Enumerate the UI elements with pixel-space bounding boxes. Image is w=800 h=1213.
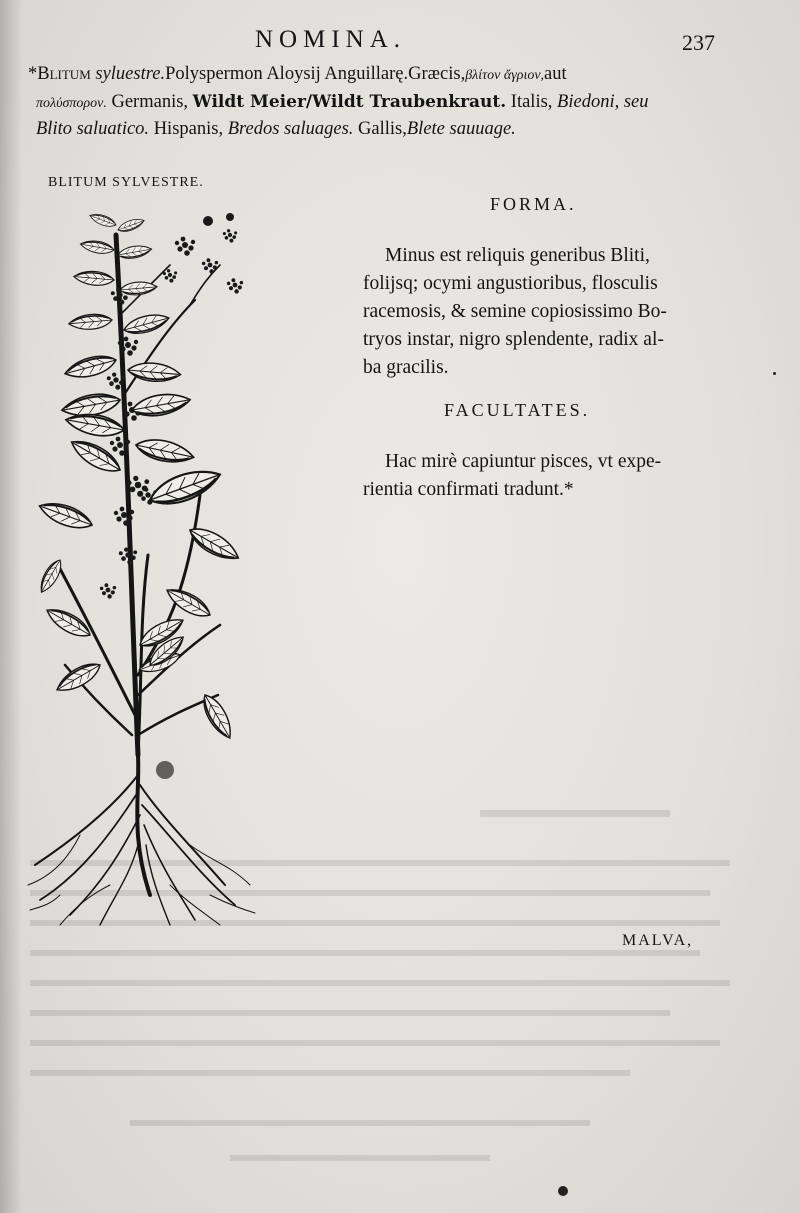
text-line: tryos instar, nigro splendente, radix al- xyxy=(363,329,664,350)
plant-woodcut xyxy=(20,195,280,935)
section-heading-facultates: FACULTATES. xyxy=(444,400,591,420)
names-text: Germanis, xyxy=(106,92,189,112)
asterisk-marker: * xyxy=(28,64,38,84)
greek-name: πολύσπορον. xyxy=(36,96,107,111)
facultates-paragraph xyxy=(363,448,723,504)
names-text: Græcis, xyxy=(408,64,466,84)
names-line-1 xyxy=(28,64,778,85)
text-line: Hac mirè capiuntur pisces, vt expe- xyxy=(385,451,662,472)
text-line: Minus est reliquis generibus Bliti, xyxy=(385,245,650,266)
names-text: aut xyxy=(544,64,567,84)
section-heading-forma: FORMA. xyxy=(490,194,577,214)
names-text: Hispanis, xyxy=(149,119,224,139)
names-text: Polyspermon Aloysij Anguillarę. xyxy=(165,64,409,84)
page-number: 237 xyxy=(682,30,715,55)
ink-blot xyxy=(558,1186,568,1196)
names-text: syluestre. xyxy=(90,64,166,84)
names-text: Gallis, xyxy=(353,119,407,139)
spanish-name: Bredos saluages. xyxy=(227,119,354,139)
italian-name: Biedoni, seu xyxy=(557,92,649,112)
names-line-3 xyxy=(36,119,786,140)
italian-name: Blito saluatico. xyxy=(36,119,150,139)
ink-blot xyxy=(773,372,776,375)
text-line: folijsq; ocymi angustioribus, flosculis xyxy=(363,273,658,294)
forma-paragraph xyxy=(363,242,723,382)
german-name: Wildt Meier/Wildt Traubenkraut. xyxy=(192,92,507,112)
text-line: rientia confirmati tradunt.* xyxy=(363,479,574,500)
text-line: racemosis, & semine copiosissimo Bo- xyxy=(363,301,667,322)
running-head xyxy=(0,26,800,56)
names-head: Blitum xyxy=(37,64,91,84)
spine-shadow xyxy=(0,0,22,1213)
greek-name: βλίτον ἄγριον, xyxy=(465,68,545,83)
names-line-2 xyxy=(36,92,786,113)
french-name: Blete sauuage. xyxy=(406,119,516,139)
running-title: NOMINA. xyxy=(255,26,407,53)
catchword: MALVA, xyxy=(622,932,694,949)
text-line: ba gracilis. xyxy=(363,357,449,378)
figure-caption: BLITUM SYLVESTRE. xyxy=(48,175,204,190)
names-text: Italis, xyxy=(506,92,553,112)
